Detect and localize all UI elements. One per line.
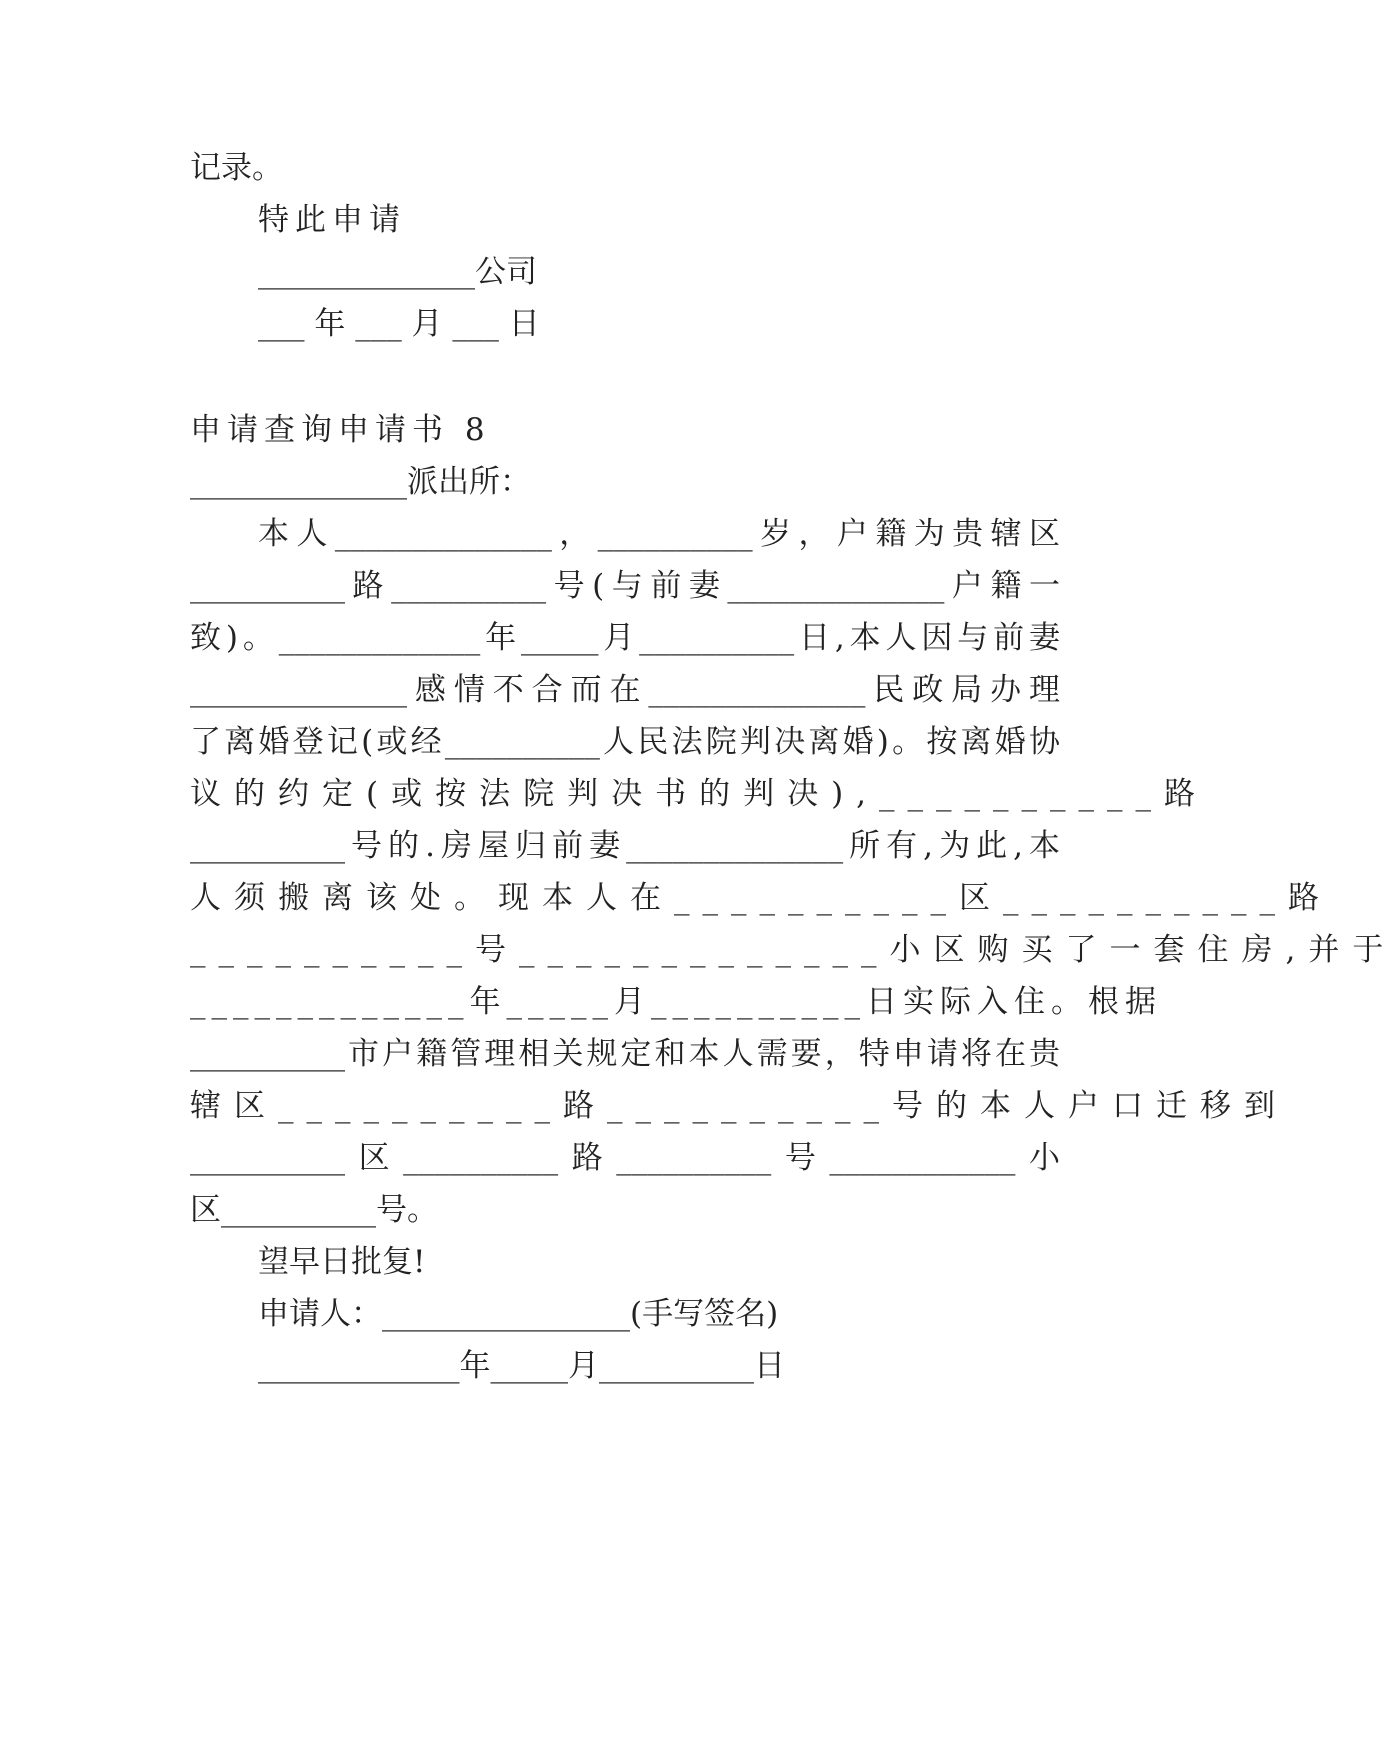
text-line-police-station: ______________派出所： bbox=[190, 464, 531, 500]
text-line-awaiting-reply: 望早日批复! bbox=[258, 1244, 426, 1280]
section-title: 申请查询申请书 8 bbox=[190, 412, 491, 448]
body-line-1: 本人______________，__________岁，户籍为贵辖区 bbox=[258, 516, 1060, 552]
body-line-7: __________号的.房屋归前妻______________所有,为此,本 bbox=[190, 828, 1060, 864]
body-line-8: 人须搬离该处。现本人在__________区__________路 bbox=[190, 880, 1332, 916]
body-line-5: 了离婚登记(或经__________人民法院判决离婚)。按离婚协 bbox=[190, 724, 1060, 760]
body-line-10: _____________年_____月__________日实际入住。根据 bbox=[190, 984, 1162, 1020]
text-line-record: 记录。 bbox=[190, 150, 283, 186]
body-line-6: 议的约定(或按法院判决书的判决),__________路 bbox=[190, 776, 1209, 812]
text-line-company: ______________公司 bbox=[258, 254, 537, 290]
body-line-12: 辖区__________路__________号的本人户口迁移到 bbox=[190, 1088, 1288, 1124]
body-line-2: __________路__________号(与前妻______________户籍一 bbox=[190, 568, 1060, 604]
text-line-date-1: ___ 年 ___ 月 ___ 日 bbox=[258, 306, 540, 342]
body-line-4: ______________感情不合而在______________民政局办理 bbox=[190, 672, 1060, 708]
text-line-hereby-apply: 特此申请 bbox=[258, 202, 406, 238]
text-line-date-2: _____________年_____月__________日 bbox=[258, 1348, 785, 1384]
text-line-applicant-signature: 申请人：________________(手写签名) bbox=[258, 1296, 779, 1332]
body-line-14: 区__________号。 bbox=[190, 1192, 438, 1228]
body-line-13: __________区__________路__________号____________小 bbox=[190, 1140, 1060, 1176]
body-line-3: 致)。_____________年_____月__________日,本人因与前妻 bbox=[190, 620, 1060, 656]
body-line-9: __________号_____________小区购买了一套住房,并于 bbox=[190, 932, 1396, 968]
body-line-11: __________市户籍管理相关规定和本人需要，特申请将在贵 bbox=[190, 1036, 1060, 1072]
